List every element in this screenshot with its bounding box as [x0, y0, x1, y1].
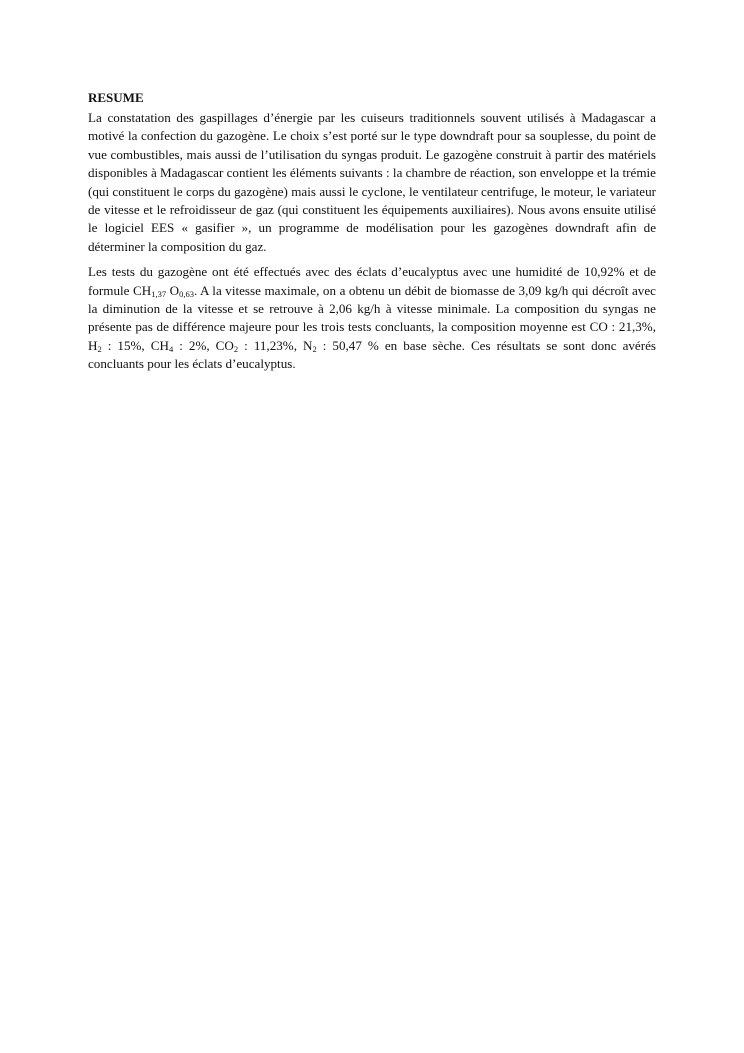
p2-text-6: : 11,23%, N: [238, 337, 313, 353]
p2-text-1: Les tests du gazogène ont été effectués avec des éclats d’eucalyptus avec une humidité de 10,92% et de formule CH: [88, 264, 656, 298]
p2-text-4: : 15%, CH: [101, 337, 169, 353]
paragraph-1: La constatation des gaspillages d’énergie par les cuiseurs traditionnels souvent utilisés à Madagascar a motivé la confection du gazogène. Le choix s’est porté sur le type downdraft pour sa souplesse, du point de vue combustibles, mais aussi de l’utilisation du syngas produit. Le gazogène construit à partir des matériels disponibles à Madagascar contient les éléments suivants : la chambre de réaction, son enveloppe et la trémie (qui constituent le corps du gazogène) mais aussi le cyclone, le ventilateur centrifuge, le moteur, le variateur de vitesse et le refroidisseur de gaz (qui constituent les équipements auxiliaires). Nous avons ensuite utilisé le logiciel EES « gasifier », un programme de modélisation pour les gazogènes downdraft afin de déterminer la composition du gaz.: [88, 110, 656, 254]
p2-text-3: . A la vitesse maximale, on a obtenu un débit de biomasse de 3,09 kg/h qui décroît avec la diminution de la vitesse et se retrouve à 2,06 kg/h à vitesse minimale. La composition du syngas ne présente pas de différence majeure pour les trois tests concluants, la composition moyenne est CO : 21,3%, H: [88, 282, 656, 353]
p2-sub-1: 1,37: [151, 288, 167, 299]
p2-sub-6: 2: [312, 343, 317, 354]
p2-sub-2: 0,63: [179, 288, 194, 299]
p2-text-5: : 2%, CO: [173, 337, 234, 353]
document-page: [88, 89, 656, 381]
p2-text-7: : 50,47 % en base sèche. Ces résultats se sont donc avérés concluants pour les éclats d’eucalyptus.: [88, 337, 657, 372]
p2-sub-4: 4: [168, 343, 174, 354]
section-heading: RESUME: [88, 90, 144, 105]
p2-sub-3: 2: [97, 343, 102, 354]
p2-sub-5: 2: [233, 343, 239, 354]
p2-text-2: O: [166, 282, 180, 298]
paragraph-2: [88, 263, 656, 373]
